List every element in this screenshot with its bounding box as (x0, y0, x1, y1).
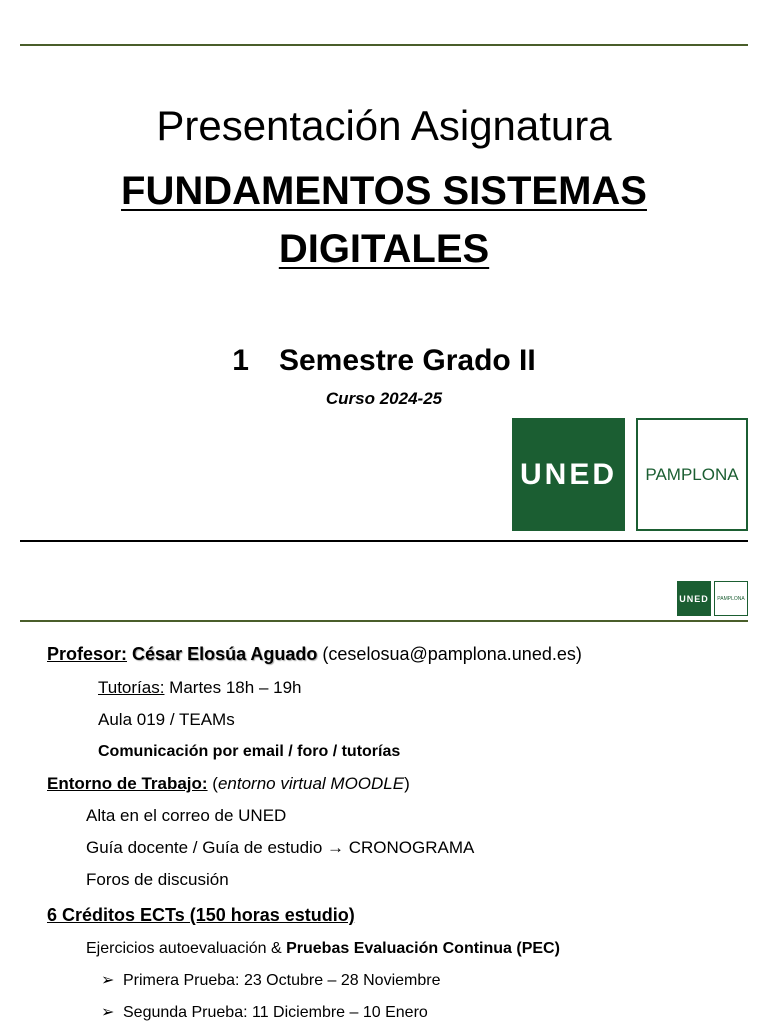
prueba2-text: Segunda Prueba: 11 Diciembre – 10 Enero (123, 1004, 428, 1021)
title-line-3: DIGITALES (278, 227, 490, 271)
comunicacion-line: Comunicación por email / foro / tutorías (98, 743, 401, 760)
slide-separator (20, 540, 748, 542)
entorno-open: ( (207, 774, 218, 793)
semester-heading (0, 344, 768, 378)
semester-text: Semestre Grado II (278, 344, 536, 377)
slide2-header-divider (20, 620, 748, 622)
professor-line (47, 643, 582, 665)
uned-logo-block: UNED (512, 418, 625, 531)
aula-line: Aula 019 / TEAMs (98, 710, 235, 729)
title-line-2: FUNDAMENTOS SISTEMAS (121, 169, 647, 213)
top-divider (20, 44, 748, 46)
arrow-bullet-icon: ➢ (101, 972, 115, 989)
tutorias-label: Tutorías: (98, 678, 165, 697)
uned-pamplona-logo-small (677, 581, 748, 616)
entorno-line (47, 773, 410, 795)
tutorias-line (98, 677, 301, 699)
uned-pamplona-logo (512, 418, 748, 531)
pamplona-logo-block: PAMPLONA (636, 418, 748, 531)
professor-email: (ceselosua@pamplona.uned.es) (317, 644, 582, 664)
entorno-value: entorno virtual MOODLE (217, 774, 405, 793)
foros-line: Foros de discusión (86, 870, 229, 889)
uned-logo-small-block: UNED (677, 581, 711, 616)
ejercicios-plain: Ejercicios autoevaluación & (86, 940, 287, 957)
ejercicios-line (86, 938, 560, 960)
professor-label: Profesor: (47, 644, 128, 664)
arrow-bullet-icon: ➢ (101, 1004, 115, 1021)
title-line-1: Presentación Asignatura (156, 102, 612, 149)
course-year: Curso 2024-25 (325, 389, 443, 408)
creditos-line: 6 Créditos ECTs (150 horas estudio) (47, 905, 355, 925)
ejercicios-bold: Pruebas Evaluación Continua (PEC) (286, 940, 560, 957)
entorno-label: Entorno de Trabajo: (47, 774, 208, 793)
professor-name: César Elosúa Aguado (132, 644, 318, 664)
pamplona-logo-small-block: PAMPLONA (714, 581, 748, 616)
prueba2-line (101, 1002, 428, 1024)
title-course-name (0, 162, 768, 278)
prueba1-line (101, 970, 440, 992)
tutorias-value: Martes 18h – 19h (164, 678, 302, 697)
guia-line: Guía docente / Guía de estudio → CRONOGRAMA (86, 838, 475, 857)
prueba1-text: Primera Prueba: 23 Octubre – 28 Noviembre (123, 972, 441, 989)
alta-line: Alta en el correo de UNED (86, 806, 287, 825)
semester-number: 1 (232, 344, 249, 377)
entorno-close: ) (404, 774, 410, 793)
